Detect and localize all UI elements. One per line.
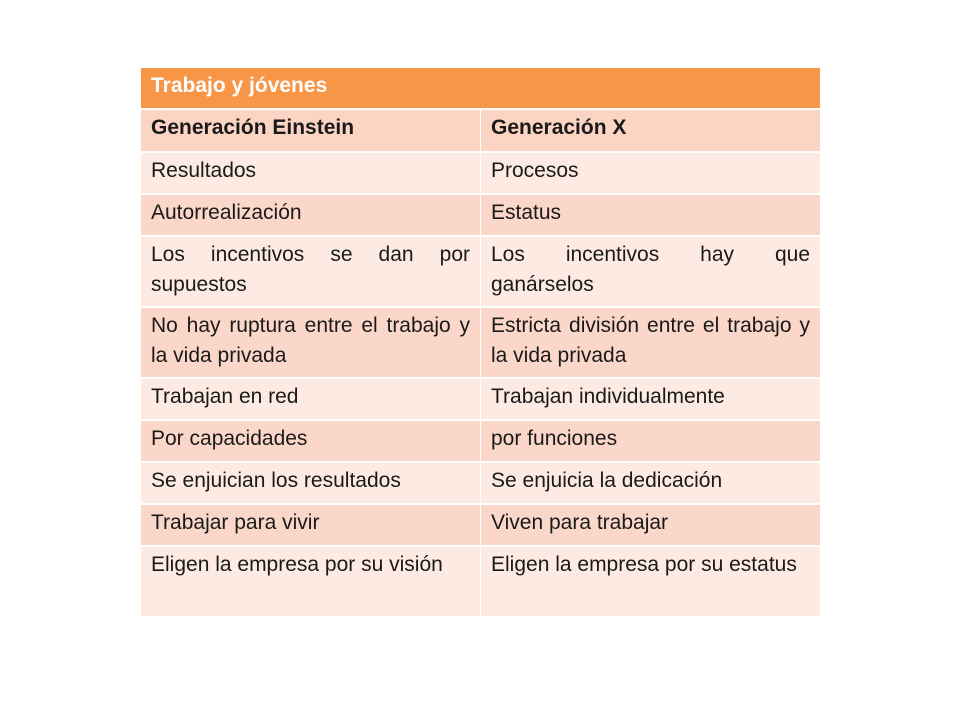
table-row [141, 546, 821, 617]
comparison-table [140, 68, 821, 618]
cell-generation-x: Procesos [481, 152, 821, 194]
cell-generation-x: Estatus [481, 194, 821, 236]
cell-generation-x: Viven para trabajar [481, 504, 821, 546]
cell-einstein: Por capacidades [141, 420, 481, 462]
table-row [141, 378, 821, 420]
table-row [141, 152, 821, 194]
cell-generation-x: Trabajan individualmente [481, 378, 821, 420]
cell-einstein: Se enjuician los resultados [141, 462, 481, 504]
cell-einstein: Eligen la empresa por su visión [141, 546, 481, 617]
table-header-row [141, 109, 821, 152]
cell-einstein: No hay ruptura entre el trabajo y la vida privada [141, 307, 481, 378]
column-header-generation-x: Generación X [481, 109, 821, 152]
cell-einstein: Trabajar para vivir [141, 504, 481, 546]
cell-generation-x: Estricta división entre el trabajo y la vida privada [481, 307, 821, 378]
table-row [141, 420, 821, 462]
cell-einstein: Resultados [141, 152, 481, 194]
table-title-row [141, 68, 821, 109]
cell-generation-x: Eligen la empresa por su estatus [481, 546, 821, 617]
cell-generation-x: por funciones [481, 420, 821, 462]
cell-einstein: Autorrealización [141, 194, 481, 236]
column-header-einstein: Generación Einstein [141, 109, 481, 152]
table-row [141, 462, 821, 504]
cell-einstein: Trabajan en red [141, 378, 481, 420]
table-row [141, 236, 821, 307]
table-row [141, 504, 821, 546]
cell-einstein: Los incentivos se dan por supuestos [141, 236, 481, 307]
table-row [141, 194, 821, 236]
cell-generation-x: Los incentivos hay que ganárselos [481, 236, 821, 307]
table-title: Trabajo y jóvenes [141, 68, 821, 109]
table-row [141, 307, 821, 378]
cell-generation-x: Se enjuicia la dedicación [481, 462, 821, 504]
